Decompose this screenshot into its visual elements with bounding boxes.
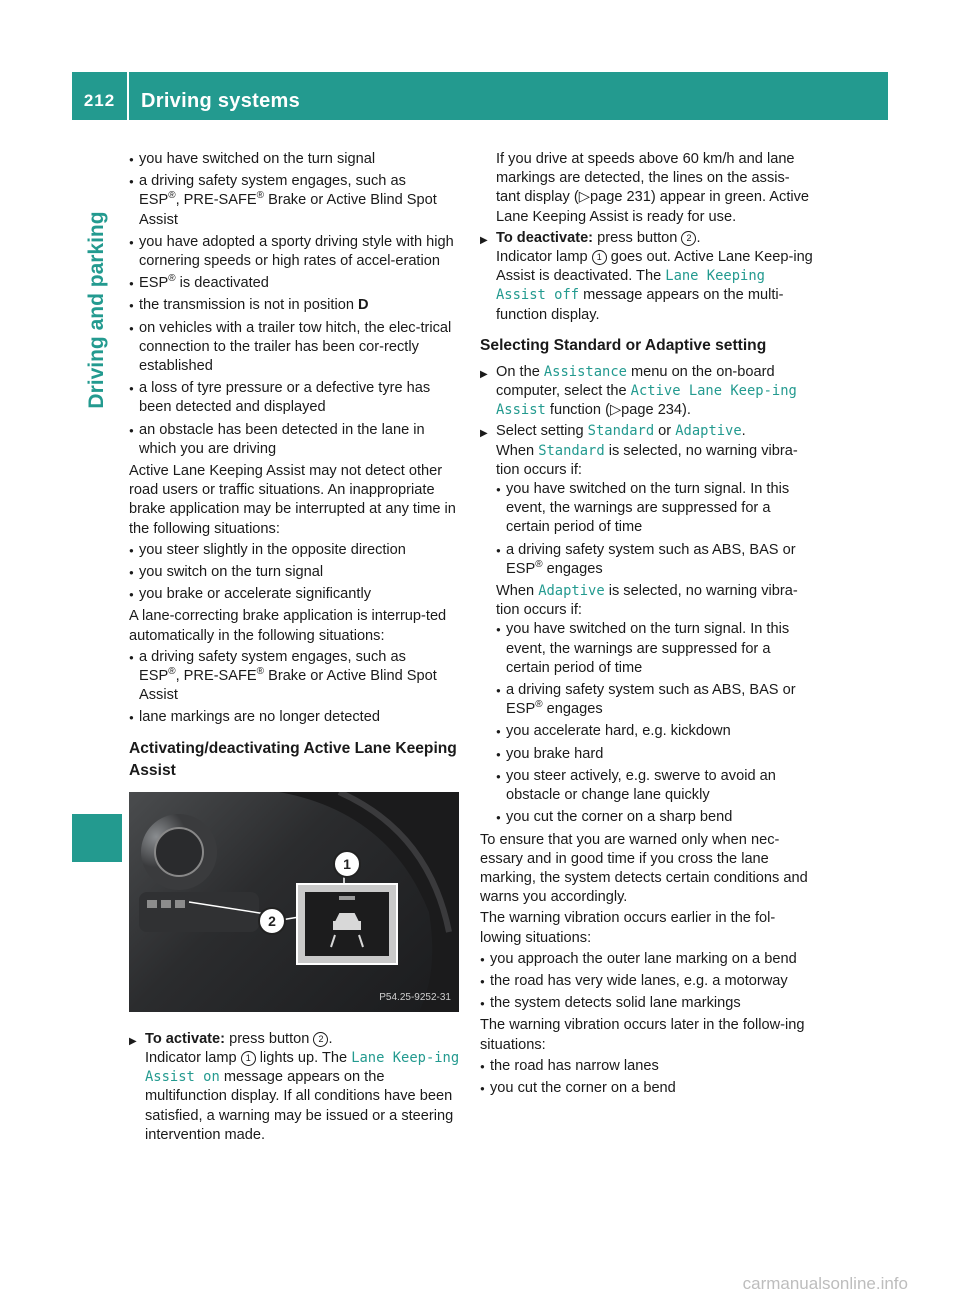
page-number: 212: [83, 91, 116, 110]
list-item: ● you have adopted a sporty driving style with high cornering speeds or high rates of accel-eration: [129, 233, 462, 271]
list-item: ● the road has very wide lanes, e.g. a motorway: [480, 972, 813, 991]
light-switch-panel: [139, 892, 259, 932]
steering-wheel-illustration: [129, 792, 459, 1012]
list-item: ● you brake or accelerate significantly: [129, 585, 462, 604]
button-2-ref: 2: [681, 231, 696, 246]
function-name: Active Lane Keep-ing Assist: [496, 383, 797, 419]
footer-watermark: carmanualsonline.info: [742, 1274, 908, 1293]
left-column: [129, 150, 462, 1147]
lamp-1-ref: 1: [592, 250, 607, 265]
section-marker: [72, 814, 122, 862]
list-item: ● a loss of tyre pressure or a defective tyre has been detected and displayed: [129, 379, 462, 417]
paragraph: The warning vibration occurs later in the follow-ing situations:: [480, 1017, 805, 1053]
list-item: ● ESP® is deactivated: [129, 274, 462, 293]
section-tab-label: Driving and parking: [85, 211, 108, 409]
display-message: Lane Keeping Assist off: [496, 268, 765, 304]
list-item: ● you switch on the turn signal: [129, 563, 462, 582]
section-heading: Activating/deactivating Active Lane Keeping Assist: [129, 739, 457, 779]
callout-1: 1: [333, 850, 361, 878]
paragraph: A lane-correcting brake application is interrup-ted automatically in the following situations:: [129, 608, 447, 644]
paragraph: The warning vibration occurs earlier in the fol-lowing situations:: [480, 910, 776, 946]
setting-standard: Standard: [587, 423, 655, 440]
callout-2: 2: [258, 907, 286, 935]
list-item: ● you accelerate hard, e.g. kickdown: [496, 722, 813, 741]
list-item: ● you have switched on the turn signal. In this event, the warnings are suppressed for a certain period of time: [496, 480, 813, 538]
list-item: ● you steer actively, e.g. swerve to avoid an obstacle or change lane quickly: [496, 767, 813, 805]
list-item: ● on vehicles with a trailer tow hitch, the elec-trical connection to the trailer has been cor-rectly established: [129, 319, 462, 377]
section-tab: [72, 120, 122, 530]
list-item: ● the transmission is not in position D: [129, 296, 462, 315]
list-item: ● a driving safety system engages, such as ESP®, PRE-SAFE® Brake or Active Blind Spot Assist: [129, 172, 462, 230]
instruction-step: ▶ To activate: press button 2 . Indicator lamp 1 lights up. The Lane Keep-ing Assist on message appears on the multifunction display. If all conditions have been satisfied, a warning may be issued or a steering intervention made.: [129, 1030, 462, 1145]
list-item: ● you brake hard: [496, 745, 813, 764]
list-item: ● you have switched on the turn signal: [129, 150, 462, 169]
image-code: P54.25-9252-31: [379, 992, 451, 1004]
page-title: Driving systems: [141, 90, 301, 112]
instruction-step: ▶ To deactivate: press button 2 . Indicator lamp 1 goes out. Active Lane Keep-ing Assist is deactivated. The Lane Keeping Assist off message appears on the multi-function display.: [480, 229, 813, 325]
steering-wheel-photo: [129, 792, 459, 1012]
list-item: ● a driving safety system engages, such as ESP®, PRE-SAFE® Brake or Active Blind Spot Assist: [129, 648, 462, 706]
lamp-1-ref: 1: [241, 1051, 256, 1066]
list-item: ● you steer slightly in the opposite direction: [129, 541, 462, 560]
instruction-step: ▶ On the Assistance menu on the on-board computer, select the Active Lane Keep-ing Assist function (▷page 234).: [480, 363, 813, 421]
paragraph: If you drive at speeds above 60 km/h and lane markings are detected, the lines on the assis-tant display (▷page 231) appear in green. Active Lane Keeping Assist is ready for use.: [496, 151, 810, 225]
menu-name: Assistance: [543, 363, 627, 380]
list-item: ● the road has narrow lanes: [480, 1057, 813, 1076]
page-header: [72, 72, 888, 120]
list-item: ● a driving safety system such as ABS, BAS or ESP® engages: [496, 541, 813, 579]
list-item: ● you cut the corner on a bend: [480, 1079, 813, 1098]
instruction-step: ▶ Select setting Standard or Adaptive. When Standard is selected, no warning vibra-tion occurs if: ● you have switched on the turn signal. In this event, the warnings are suppressed for a certain period of time ● a driving safety system such as ABS, BAS or ESP® engages When Adaptive is selected, no warning vibra-tion occurs if: ● you have switched on the turn signal. In this event, the warnings are suppressed for a certain period of time ● a driving safety system such as ABS, BAS or ESP® engages ● you accelerate hard, e.g. kickdown ● you brake hard ● you steer actively, e.g. swerve to avoid an obstacle or change lane quickly ● you cut the corner on a sharp bend: [480, 422, 813, 827]
list-item: ● an obstacle has been detected in the lane in which you are driving: [129, 421, 462, 459]
list-item: ● the system detects solid lane markings: [480, 994, 813, 1013]
list-item: ● you approach the outer lane marking on a bend: [480, 950, 813, 969]
paragraph: To ensure that you are warned only when nec-essary and in good time if you cross the lane marking, the system detects certain conditions and warns you accordingly.: [480, 831, 808, 906]
list-item: ● you have switched on the turn signal. In this event, the warnings are suppressed for a certain period of time: [496, 620, 813, 678]
indicator-lamp: [339, 896, 355, 900]
button-2-ref: 2: [313, 1032, 328, 1047]
right-column: [480, 150, 813, 1101]
list-item: ● lane markings are no longer detected: [129, 708, 462, 727]
list-item: ● you cut the corner on a sharp bend: [496, 808, 813, 827]
section-heading: Selecting Standard or Adaptive setting: [480, 336, 767, 354]
list-item: ● a driving safety system such as ABS, BAS or ESP® engages: [496, 681, 813, 719]
paragraph: Active Lane Keeping Assist may not detect other road users or traffic situations. An inappropriate brake application may be interrupted at any time in the following situations:: [129, 463, 456, 537]
header-divider: [127, 72, 129, 120]
display-message: Lane Keep-ing Assist on: [145, 1049, 460, 1086]
setting-adaptive: Adaptive: [675, 423, 742, 440]
